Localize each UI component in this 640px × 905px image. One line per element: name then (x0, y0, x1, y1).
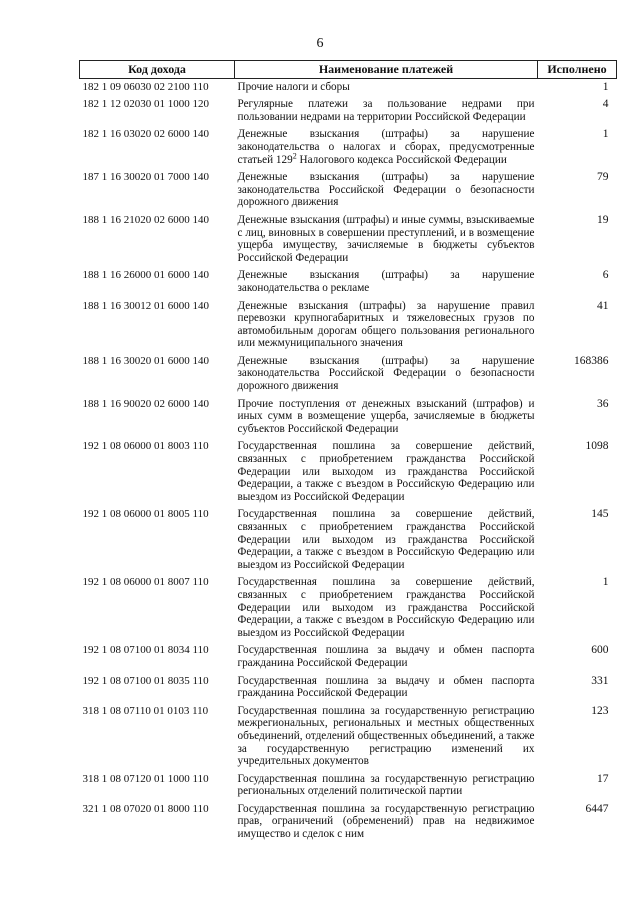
table-row (80, 78, 617, 96)
payment-name: Государственная пошлина за совершение действий, связанных с приобретением гражданства Российской Федерации или выходом из гражданства Российской Федерации, а также с въездом в Российскую Федерацию или выездом из Российской Федерации (237, 440, 535, 503)
income-code: 182 1 09 06030 02 2100 110 (82, 80, 209, 93)
executed-amount: 600 (591, 644, 609, 657)
income-code: 188 1 16 90020 02 6000 140 (82, 397, 209, 410)
executed-amount: 4 (602, 98, 609, 111)
payment-name: Регулярные платежи за пользование недрами при пользовании недрами на территории Российской Федерации (237, 98, 535, 123)
payment-name: Денежные взыскания (штрафы) за нарушение законодательства Российской Федерации о безопасности дорожного движения (237, 354, 535, 393)
payment-name: Государственная пошлина за государственную регистрацию прав, ограничений (обременений) прав на недвижимое имущество и сделок с ним (237, 802, 535, 841)
table-row (80, 169, 617, 212)
executed-amount: 6 (602, 269, 609, 282)
executed-amount: 41 (597, 299, 609, 312)
executed-amount: 1 (602, 128, 609, 141)
table-row (80, 298, 617, 353)
executed-amount: 17 (597, 772, 609, 785)
payment-name: Денежные взыскания (штрафы) за нарушение законодательства Российской Федерации о безопасности дорожного движения (237, 171, 535, 209)
executed-amount: 123 (591, 704, 609, 717)
header-code: Код дохода (80, 61, 235, 79)
payment-name: Государственная пошлина за государственную регистрацию региональных отделений политической партии (237, 772, 535, 798)
table-row (80, 574, 617, 642)
payment-name: Прочие поступления от денежных взысканий (штрафов) и иных сумм в возмещение ущерба, зачисляемые в бюджеты субъектов Российской Федерации (237, 397, 535, 435)
table-row (80, 703, 617, 771)
executed-amount: 1 (602, 80, 609, 93)
income-code: 188 1 16 26000 01 6000 140 (82, 269, 209, 282)
income-code: 192 1 08 07100 01 8035 110 (82, 674, 209, 687)
executed-amount: 36 (597, 397, 609, 410)
revenue-table (79, 60, 617, 844)
table-header-row (80, 61, 617, 79)
income-code: 318 1 08 07110 01 0103 110 (82, 704, 209, 717)
header-name: Наименование платежей (235, 61, 538, 79)
header-amount: Исполнено (538, 61, 617, 79)
income-code: 318 1 08 07120 01 1000 110 (82, 772, 209, 785)
executed-amount: 79 (597, 171, 609, 184)
superscript: 2 (292, 150, 297, 160)
page-number: 6 (316, 36, 324, 51)
income-code: 182 1 16 03020 02 6000 140 (82, 128, 209, 141)
income-code: 188 1 16 30020 01 6000 140 (82, 354, 209, 367)
payment-name: Денежные взыскания (штрафы) за нарушение законодательства о налогах и сборах, предусмотренные статьей $129^2$ Налогового кодекса Российской Федерации (237, 128, 535, 166)
table-row (80, 673, 617, 703)
table-row (80, 353, 617, 396)
table-row (80, 212, 617, 267)
payment-name: Государственная пошлина за совершение действий, связанных с приобретением гражданства Российской Федерации или выходом из гражданства Российской Федерации, а также с въездом в Российскую Федерацию или выездом из Российской Федерации (237, 576, 535, 639)
payment-name: Денежные взыскания (штрафы) за нарушение правил перевозки крупногабаритных и тяжеловесных грузов по автомобильным дорогам общего пользования регионального или межмуниципального значения (237, 299, 535, 350)
executed-amount: 168386 (574, 354, 609, 367)
table-row (80, 771, 617, 801)
income-code: 192 1 08 06000 01 8007 110 (82, 576, 209, 589)
payment-name: Государственная пошлина за выдачу и обмен паспорта гражданина Российской Федерации (237, 644, 535, 669)
table-row (80, 126, 617, 169)
income-code: 192 1 08 06000 01 8005 110 (82, 508, 209, 521)
table-row (80, 267, 617, 297)
executed-amount: 6447 (585, 802, 609, 815)
income-code: 192 1 08 06000 01 8003 110 (82, 440, 209, 453)
income-code: 321 1 08 07020 01 8000 110 (82, 802, 209, 815)
executed-amount: 331 (591, 674, 609, 687)
payment-name: Государственная пошлина за совершение действий, связанных с приобретением гражданства Российской Федерации или выходом из гражданства Российской Федерации, а также с въездом в Российскую Федерацию или выездом из Российской Федерации (237, 508, 535, 571)
executed-amount: 19 (597, 213, 609, 226)
table-row (80, 506, 617, 574)
income-code: 188 1 16 21020 02 6000 140 (82, 213, 209, 226)
executed-amount: 145 (591, 508, 609, 521)
income-code: 187 1 16 30020 01 7000 140 (82, 171, 209, 184)
table-row (80, 396, 617, 439)
income-code: 188 1 16 30012 01 6000 140 (82, 299, 209, 312)
income-code: 192 1 08 07100 01 8034 110 (82, 644, 209, 657)
table-row (80, 438, 617, 506)
payment-name: Государственная пошлина за выдачу и обмен паспорта гражданина Российской Федерации (237, 674, 535, 700)
payment-name: Денежные взыскания (штрафы) за нарушение законодательства о рекламе (237, 269, 535, 294)
payment-name: Прочие налоги и сборы (237, 80, 350, 93)
payment-name: Государственная пошлина за государственную регистрацию межрегиональных, региональных и местных общественных объединений, отделений общественных объединений, а также за государственную регистрацию изменений их учредительных документов (237, 704, 535, 768)
executed-amount: 1098 (585, 440, 609, 453)
table-row (80, 642, 617, 672)
executed-amount: 1 (602, 576, 609, 589)
payment-name: Денежные взыскания (штрафы) и иные суммы, взыскиваемые с лиц, виновных в совершении преступлений, и в возмещение ущерба имуществу, зачисляемые в бюджеты субъектов Российской Федерации (237, 213, 535, 264)
income-code: 182 1 12 02030 01 1000 120 (82, 98, 209, 111)
table-row (80, 801, 617, 844)
table-row (80, 96, 617, 126)
